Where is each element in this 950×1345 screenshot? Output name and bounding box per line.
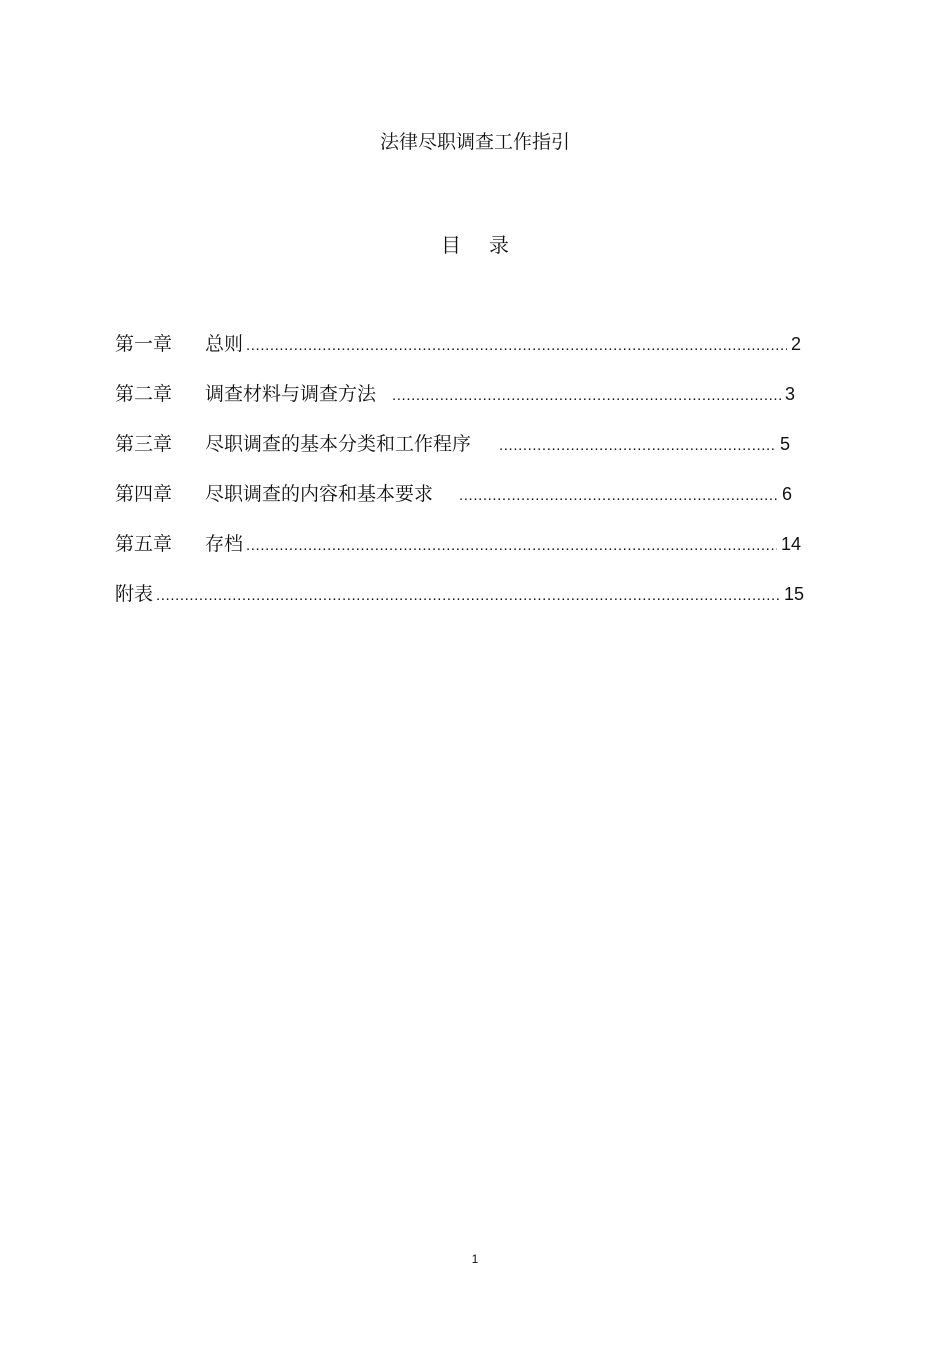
toc-dot-leader xyxy=(246,532,777,558)
toc-dot-leader xyxy=(392,382,781,408)
toc-page-number: 15 xyxy=(783,584,804,604)
toc-heading xyxy=(0,230,950,260)
toc-entry-chapter-1[interactable] xyxy=(115,330,801,358)
toc-entry-title: 附表 xyxy=(115,583,154,605)
toc-chapter-label: 第五章 xyxy=(115,533,173,555)
toc-dot-leader xyxy=(459,482,778,508)
toc-entry-chapter-3[interactable] xyxy=(115,430,790,458)
toc-dot-leader xyxy=(499,432,776,458)
toc-entry-title: 调查材料与调查方法 xyxy=(205,383,377,405)
toc-dot-leader xyxy=(156,582,780,608)
toc-entry-title: 尽职调查的基本分类和工作程序 xyxy=(205,433,472,455)
document-title: 法律尽职调查工作指引 xyxy=(379,131,570,153)
toc-chapter-label: 第三章 xyxy=(115,433,173,455)
toc-page-number: 14 xyxy=(780,534,801,554)
page-number: 1 xyxy=(471,1252,479,1266)
toc-chapter-label: 第一章 xyxy=(115,333,173,355)
toc-page-number: 3 xyxy=(784,384,795,404)
toc-page-number: 5 xyxy=(779,434,790,454)
toc-chapter-label: 第二章 xyxy=(115,383,173,405)
toc-entry-chapter-2[interactable] xyxy=(115,380,795,408)
toc-page-number: 2 xyxy=(790,334,801,354)
toc-entry-title: 尽职调查的内容和基本要求 xyxy=(205,483,434,505)
toc-heading-char-1: 目 xyxy=(441,233,461,257)
toc-entry-chapter-4[interactable] xyxy=(115,480,792,508)
toc-dot-leader xyxy=(246,332,787,358)
toc-entry-appendix[interactable] xyxy=(115,580,804,608)
toc-chapter-label: 第四章 xyxy=(115,483,173,505)
toc-heading-char-2: 录 xyxy=(489,233,509,257)
toc-entry-title: 总则 xyxy=(205,333,244,355)
toc-entry-title: 存档 xyxy=(205,533,244,555)
toc-entry-chapter-5[interactable] xyxy=(115,530,801,558)
toc-page-number: 6 xyxy=(781,484,792,504)
